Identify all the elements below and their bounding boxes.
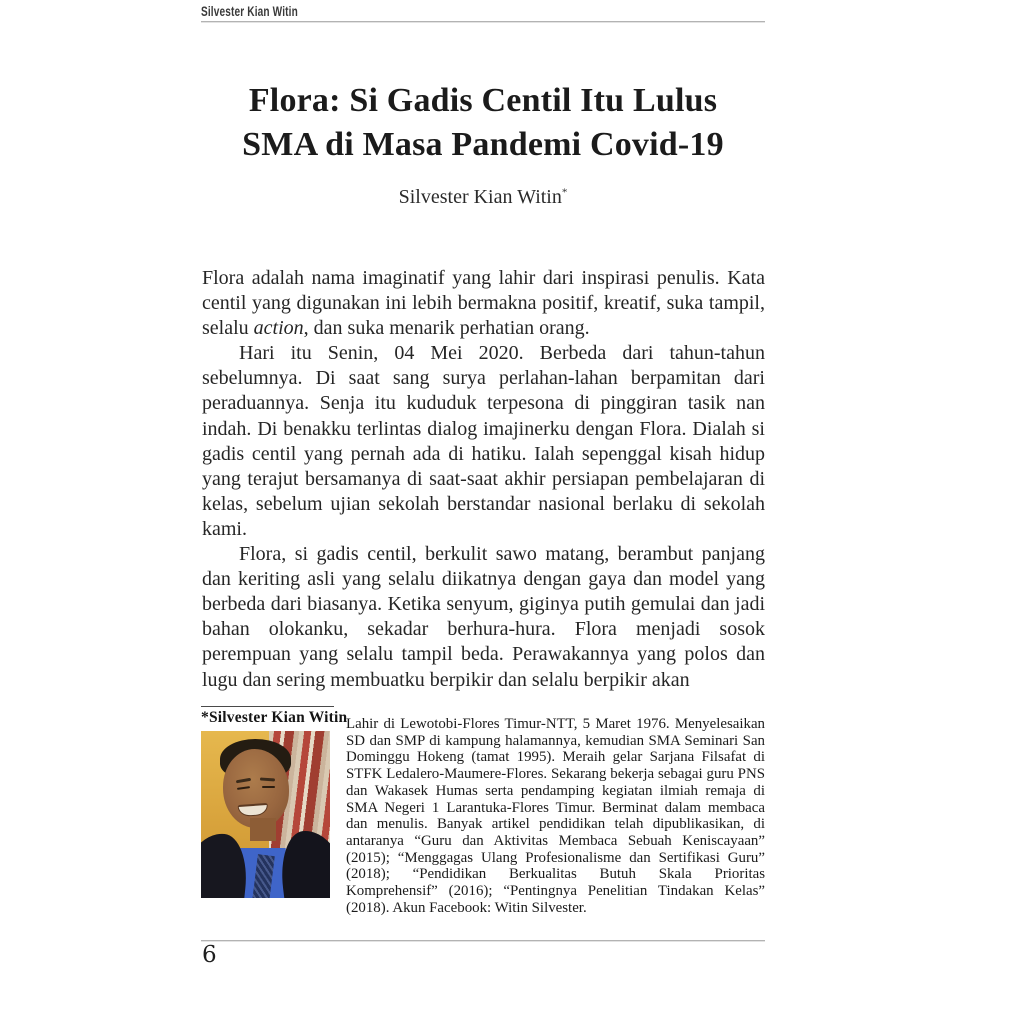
photo-eye-right [262, 786, 275, 788]
footer-divider [201, 940, 765, 941]
author-name: Silvester Kian Witin [398, 186, 562, 208]
paragraph-1 [202, 266, 765, 341]
article-title-line1: Flora: Si Gadis Centil Itu Lulus [248, 82, 718, 119]
running-header: Silvester Kian Witin [201, 3, 298, 19]
article-title [171, 79, 795, 167]
paragraph-3: Flora, si gadis centil, berkulit sawo matang, berambut panjang dan keriting asli yang selalu diikatnya dengan gaya dan model yang berbeda dari biasanya. Ketika senyum, giginya putih gemulai dan jadi bahan olokanku, sekadar berhura-hura. Flora menjadi sosok perempuan yang selalu tampil beda. Perawakannya yang polos dan lugu dan sering membuatku berpikir dan selalu berpikir akan [202, 543, 765, 691]
paragraph-1-italic-word: action [253, 317, 304, 340]
footnote-name-text: Silvester Kian Witin [208, 709, 348, 726]
photo-neck [250, 818, 276, 841]
article-body [202, 266, 765, 693]
footnote-marker: * [201, 709, 209, 726]
author-photo [201, 731, 330, 898]
author-footnote-marker: * [561, 186, 568, 199]
footnote-divider [201, 706, 334, 707]
page-number: 6 [202, 942, 217, 968]
paragraph-1-text: Flora adalah nama imaginatif yang lahir dari inspirasi penulis. Kata centil yang digunakan ini lebih bermakna positif, kreatif, suka tampil, selalu [202, 267, 765, 340]
article-title-line2: SMA di Masa Pandemi Covid-19 [242, 126, 724, 163]
photo-face [223, 749, 289, 827]
footnote-bio: Lahir di Lewotobi-Flores Timur-NTT, 5 Maret 1976. Menyelesaikan SD dan SMP di kampung halamannya, kemudian SMA Seminari San Dominggu Hokeng (tamat 1995). Meraih gelar Sarjana Filsafat di STFK Ledalero-Maumere-Flores. Sekarang bekerja sebagai guru PNS dan Wakasek Humas serta pendamping kegiatan ilmiah remaja di SMA Negeri 1 Larantuka-Flores Timur. Berminat dalam membaca dan menulis. Banyak artikel pendidikan telah dipublikasikan, di antaranya “Guru dan Aktivitas Membaca Sebuah Keniscayaan” (2015); “Menggagas Ulang Profesionalisme dan Sertifikasi Guru” (2018); “Pendidikan Berkualitas Butuh Skala Prioritas Komprehensif” (2016); “Pentingnya Penelitian Tindakan Kelas” (2018). Akun Facebook: Witin Silvester. [346, 716, 765, 916]
paragraph-2: Hari itu Senin, 04 Mei 2020. Berbeda dari tahun-tahun sebelumnya. Di saat sang surya perlahan-lahan berpamitan dari peraduannya. Senja itu kududuk terpesona di pinggiran tasik nan indah. Di benakku terlintas dialog imajinerku dengan Flora. Dialah si gadis centil yang pernah ada di hatiku. Ialah sepenggal kisah hidup yang terajut bersamanya di saat-saat akhir persiapan pembelajaran di kelas, sebelum ujian sekolah berstandar nasional berlaku di sekolah kami. [202, 342, 765, 540]
article-author [201, 186, 765, 209]
paragraph-1-text-end: , dan suka menarik perhatian orang. [303, 317, 590, 340]
header-divider [201, 21, 765, 22]
photo-eyebrow-right [260, 777, 276, 781]
